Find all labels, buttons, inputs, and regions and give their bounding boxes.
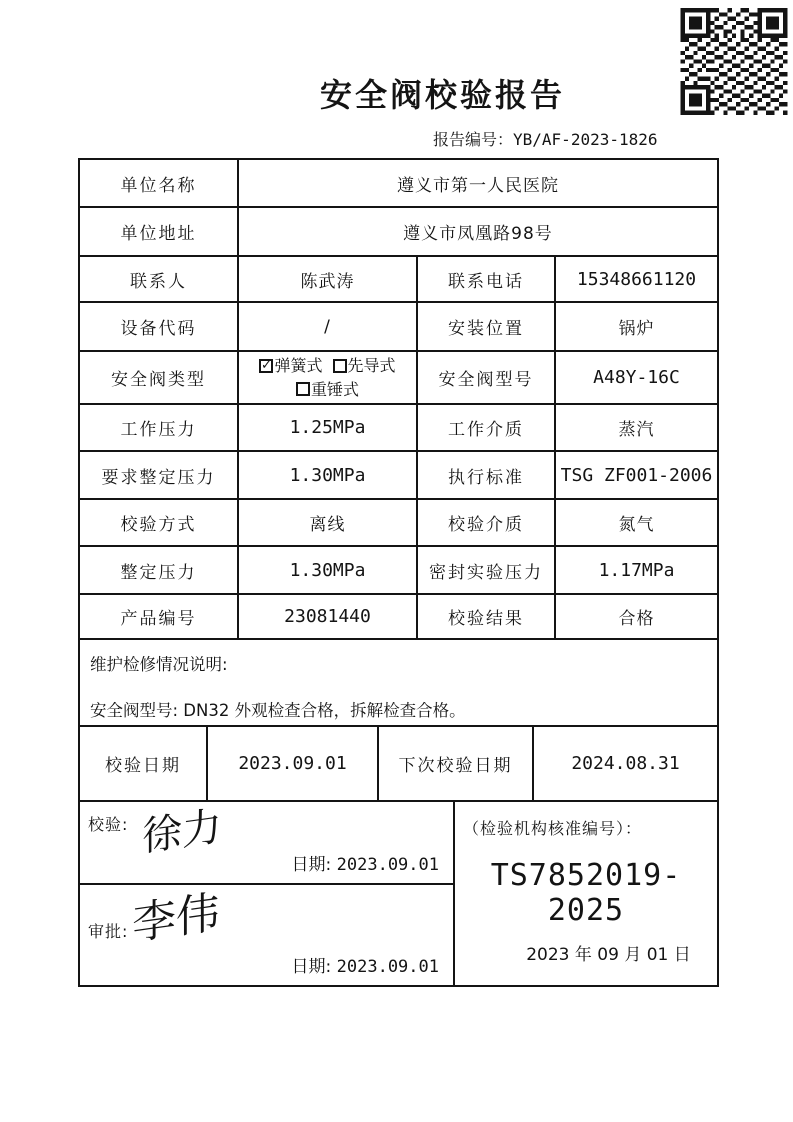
- field-label: 校验方式: [80, 500, 239, 545]
- checkbox-unchecked-icon: [333, 359, 347, 373]
- approver-signature: 李伟: [132, 886, 220, 951]
- checkbox-checked-icon: ✓: [261, 357, 272, 373]
- field-label: 单位名称: [80, 160, 239, 206]
- row-calibration-method: [80, 500, 717, 547]
- option-spring-type: [259, 354, 322, 377]
- maintenance-note-title: 维护检修情况说明:: [90, 655, 228, 674]
- row-set-pressure: [80, 547, 717, 595]
- field-value: /: [239, 303, 418, 350]
- field-label: 密封实验压力: [418, 547, 556, 593]
- report-number-value: YB/AF-2023-1826: [513, 130, 658, 149]
- field-label: 校验介质: [418, 500, 556, 545]
- row-signatures: [80, 802, 717, 985]
- option-pilot-type: [333, 354, 396, 377]
- report-number: [433, 127, 658, 150]
- approver-signature-cell: [80, 885, 453, 985]
- agency-approval-cell: [455, 802, 717, 985]
- field-value: 1.25MPa: [239, 405, 418, 450]
- field-value: 氮气: [618, 515, 655, 535]
- field-value: 2024.08.31: [571, 753, 680, 774]
- approver-label: 审批:: [88, 922, 129, 941]
- agency-approval-date: 2023 年 09 月 01 日: [526, 945, 691, 965]
- field-label: 单位地址: [80, 208, 239, 255]
- field-value: 陈武涛: [239, 257, 418, 301]
- field-label: 工作压力: [80, 405, 239, 450]
- option-label: 弹簧式: [274, 356, 323, 376]
- valve-type-options: [239, 352, 418, 403]
- field-label: 整定压力: [80, 547, 239, 593]
- approver-date: 日期: 2023.09.01: [291, 957, 439, 977]
- calibrator-date: 日期: 2023.09.01: [291, 855, 439, 875]
- report-number-label: 报告编号：: [433, 130, 514, 149]
- field-label: 安全阀类型: [80, 352, 239, 403]
- field-value: 锅炉: [618, 319, 655, 339]
- report-table: [78, 158, 719, 987]
- row-valve-type: [80, 352, 717, 405]
- agency-approval-label: （检验机构核准编号）：: [463, 819, 643, 838]
- field-value: 2023.09.01: [208, 727, 379, 800]
- maintenance-note: [80, 640, 717, 725]
- field-value: 1.30MPa: [239, 547, 418, 593]
- option-label: 重锤式: [310, 379, 359, 399]
- field-label: 产品编号: [80, 595, 239, 638]
- signature-column: [80, 802, 455, 985]
- option-weight-type: [296, 378, 359, 401]
- field-value: A48Y-16C: [593, 367, 680, 388]
- field-value: 遵义市凤凰路98号: [403, 224, 553, 244]
- maintenance-note-detail: 安全阀型号: DN32 外观检查合格，拆解检查合格。: [90, 701, 466, 720]
- row-unit-address: [80, 208, 717, 257]
- row-unit-name: [80, 160, 717, 208]
- checkbox-unchecked-icon: [296, 382, 310, 396]
- field-value: 合格: [618, 609, 655, 629]
- field-label: 下次校验日期: [379, 727, 534, 800]
- calibrator-signature-cell: [80, 802, 453, 885]
- field-label: 要求整定压力: [80, 452, 239, 498]
- row-calibration-dates: [80, 727, 717, 802]
- field-label: 工作介质: [418, 405, 556, 450]
- calibrator-label: 校验:: [88, 815, 129, 834]
- field-label: 安装位置: [418, 303, 556, 350]
- row-required-set-pressure: [80, 452, 717, 500]
- field-value: 1.30MPa: [239, 452, 418, 498]
- field-value: 15348661120: [576, 268, 697, 290]
- row-contact: [80, 257, 717, 303]
- row-maintenance-note: [80, 640, 717, 727]
- field-label: 校验结果: [418, 595, 556, 638]
- field-value: 遵义市第一人民医院: [397, 175, 559, 196]
- field-label: 执行标准: [418, 452, 556, 498]
- option-label: 先导式: [347, 356, 396, 376]
- row-working-pressure: [80, 405, 717, 452]
- qr-code-icon: [678, 8, 790, 115]
- field-value: TSG ZF001-2006: [560, 464, 713, 486]
- field-value: 蒸汽: [618, 420, 655, 440]
- field-label: 联系人: [80, 257, 239, 301]
- row-device-code: [80, 303, 717, 352]
- field-value: 23081440: [239, 595, 418, 638]
- field-label: 安全阀型号: [418, 352, 556, 403]
- field-label: 校验日期: [80, 727, 208, 800]
- page-title: 安全阀校验报告: [320, 76, 566, 114]
- field-value: 离线: [239, 500, 418, 545]
- field-value: 1.17MPa: [598, 559, 675, 581]
- row-product-number: [80, 595, 717, 640]
- agency-approval-number: TS7852019-2025: [490, 858, 682, 928]
- calibrator-signature: 徐力: [142, 803, 222, 861]
- field-label: 设备代码: [80, 303, 239, 350]
- field-label: 联系电话: [418, 257, 556, 301]
